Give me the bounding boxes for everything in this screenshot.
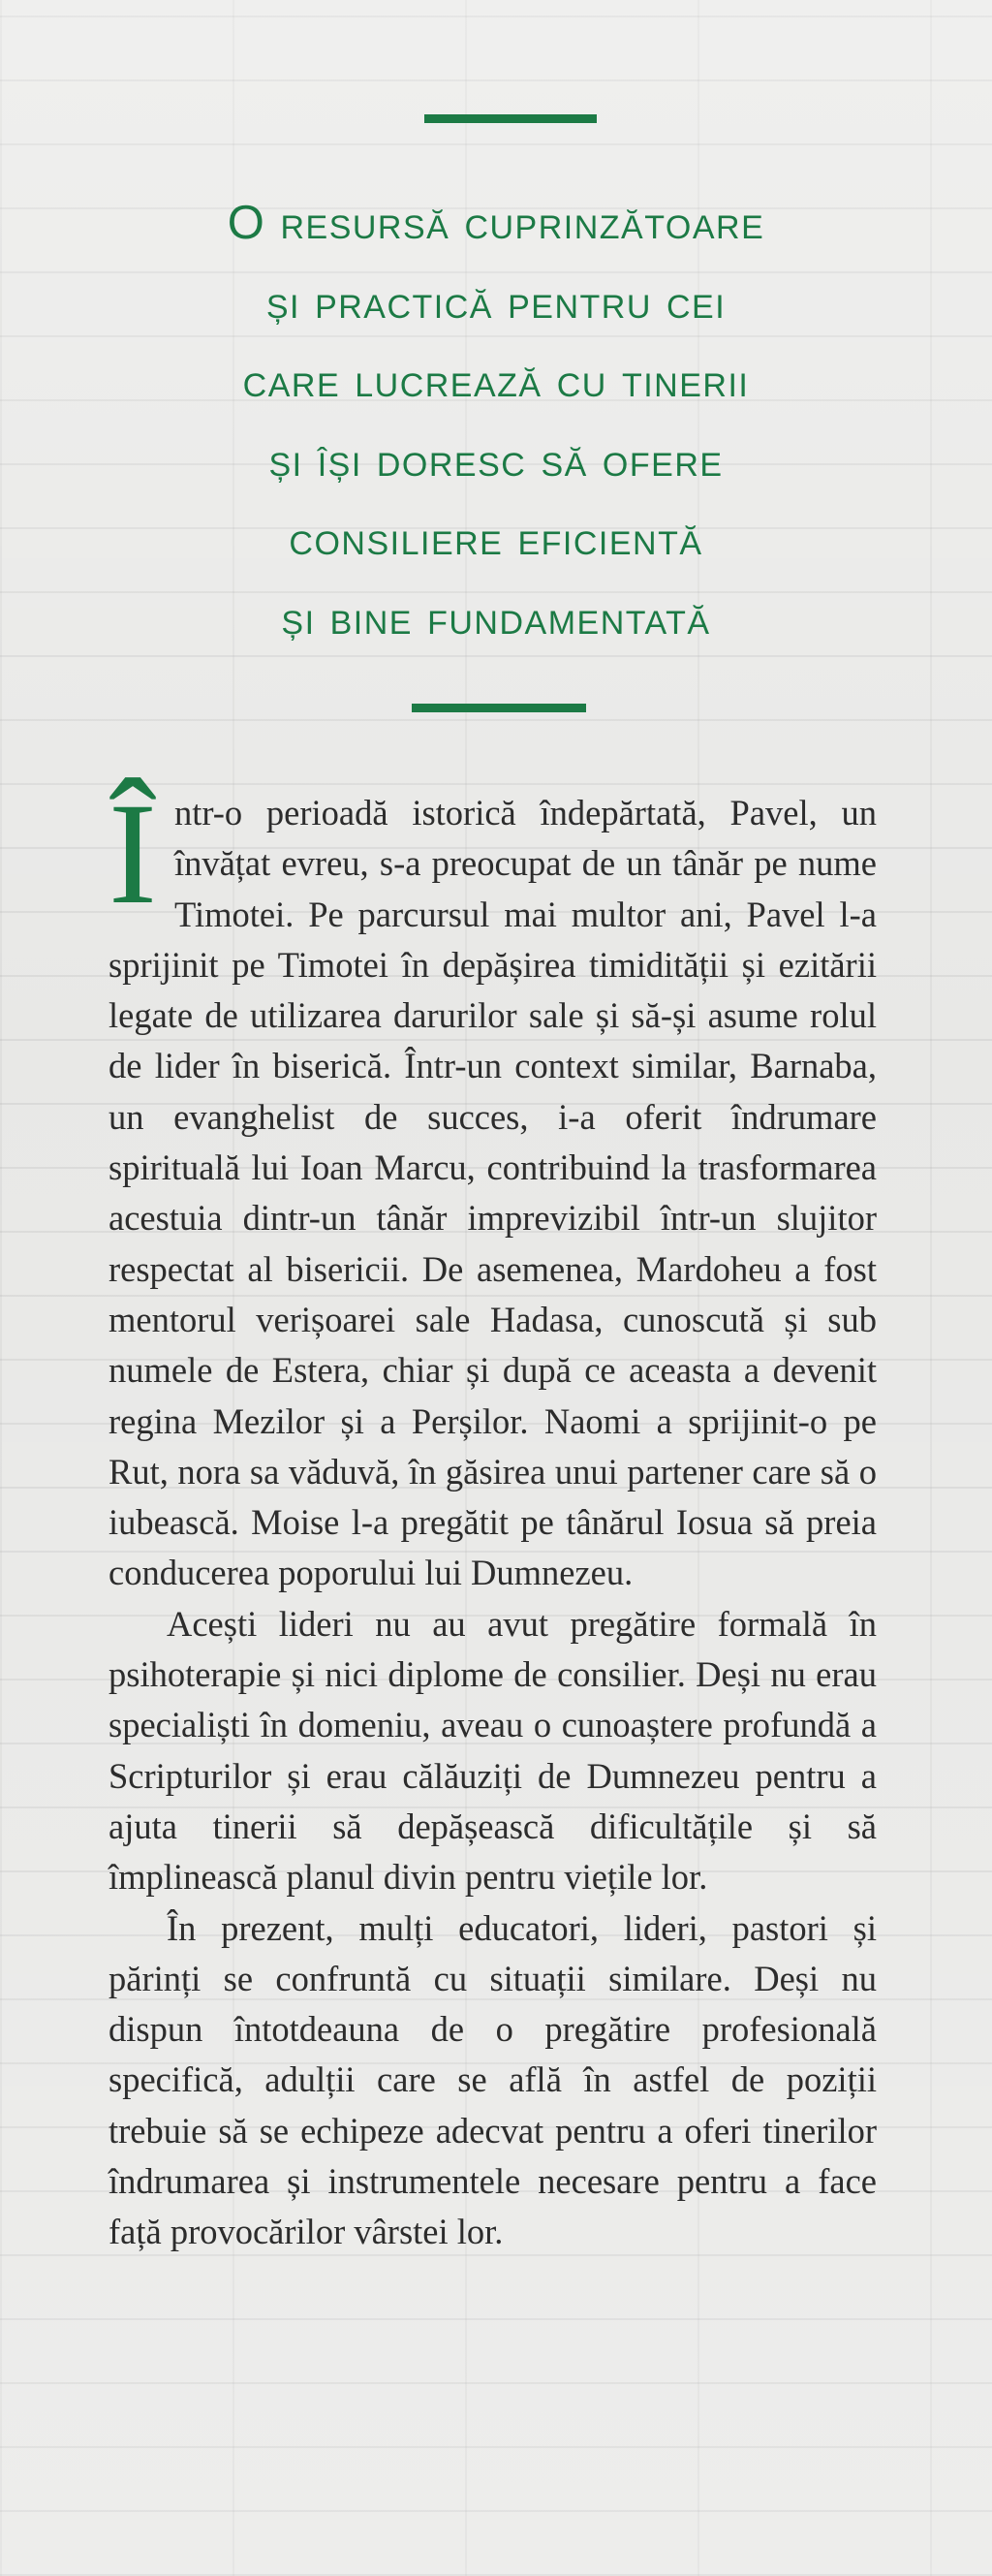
body-text xyxy=(108,773,877,2258)
heading-line-4: și își doresc să ofere xyxy=(268,433,724,487)
drop-cap: Î xyxy=(108,773,157,934)
top-divider xyxy=(424,114,597,123)
paragraph-3: În prezent, mulți educatori, lideri, pastori și părinți se confruntă cu situații similare. Deși nu dispun întotdeauna de o pregătire profesională specifică, adulții care se află în astfel de poziții trebuie să se echipeze adecvat pentru a oferi tinerilor îndrumarea și instrumentele necesare pentru a face față provocărilor vârstei lor. xyxy=(108,1907,877,2252)
heading-line-5: consiliere eficientă xyxy=(289,513,703,565)
paragraph-1-text: ntr-o perioadă istorică îndepărtată, Pavel, un învățat evreu, s-a preocupat de un tânăr pe nume Timotei. Pe parcursul mai multor ani, Pavel l-a sprijinit pe Timotei în depășirea timidității și ezitării legate de utilizarea darurilor sale și să-și asume rolul de lider în biserică. Într-un context similar, Barnaba, un evanghelist de succes, i-a oferit îndrumare spirituală lui Ioan Marcu, contribuind la trasformarea acestuia dintr-un tânăr imprevizibil într-un slujitor respectat al bisericii. De asemenea, Mardoheu a fost mentorul verișoarei sale Hadasa, cunoscută și sub numele de Estera, chiar și după ce aceasta a devenit regina Mezilor și a Perșilor. Naomi a sprijinit-o pe Rut, nora sa văduvă, în găsirea unui partener care să o iubească. Moise l-a pregătit pe tânărul Iosua să preia conducerea poporului lui Dumnezeu. xyxy=(108,793,877,1593)
cover-heading xyxy=(68,184,924,658)
heading-line-6: și bine fundamentată xyxy=(281,591,711,644)
heading-line-3: care lucrează cu tinerii xyxy=(242,355,750,407)
paragraph-1 xyxy=(108,773,877,1599)
heading-line-1: O resursă cuprinzătoare xyxy=(227,197,765,249)
bottom-divider xyxy=(412,704,586,712)
heading-line-2: și practică pentru cei xyxy=(265,275,727,329)
paragraph-2: Acești lideri nu au avut pregătire formală în psihoterapie și nici diplome de consilier. Deși nu erau specialiști în domeniu, aveau o cunoaștere profundă a Scripturilor și erau călăuziți de Dumnezeu pentru a ajuta tinerii să depășească dificultățile și să împlinească planul divin pentru viețile lor. xyxy=(108,1603,877,1898)
